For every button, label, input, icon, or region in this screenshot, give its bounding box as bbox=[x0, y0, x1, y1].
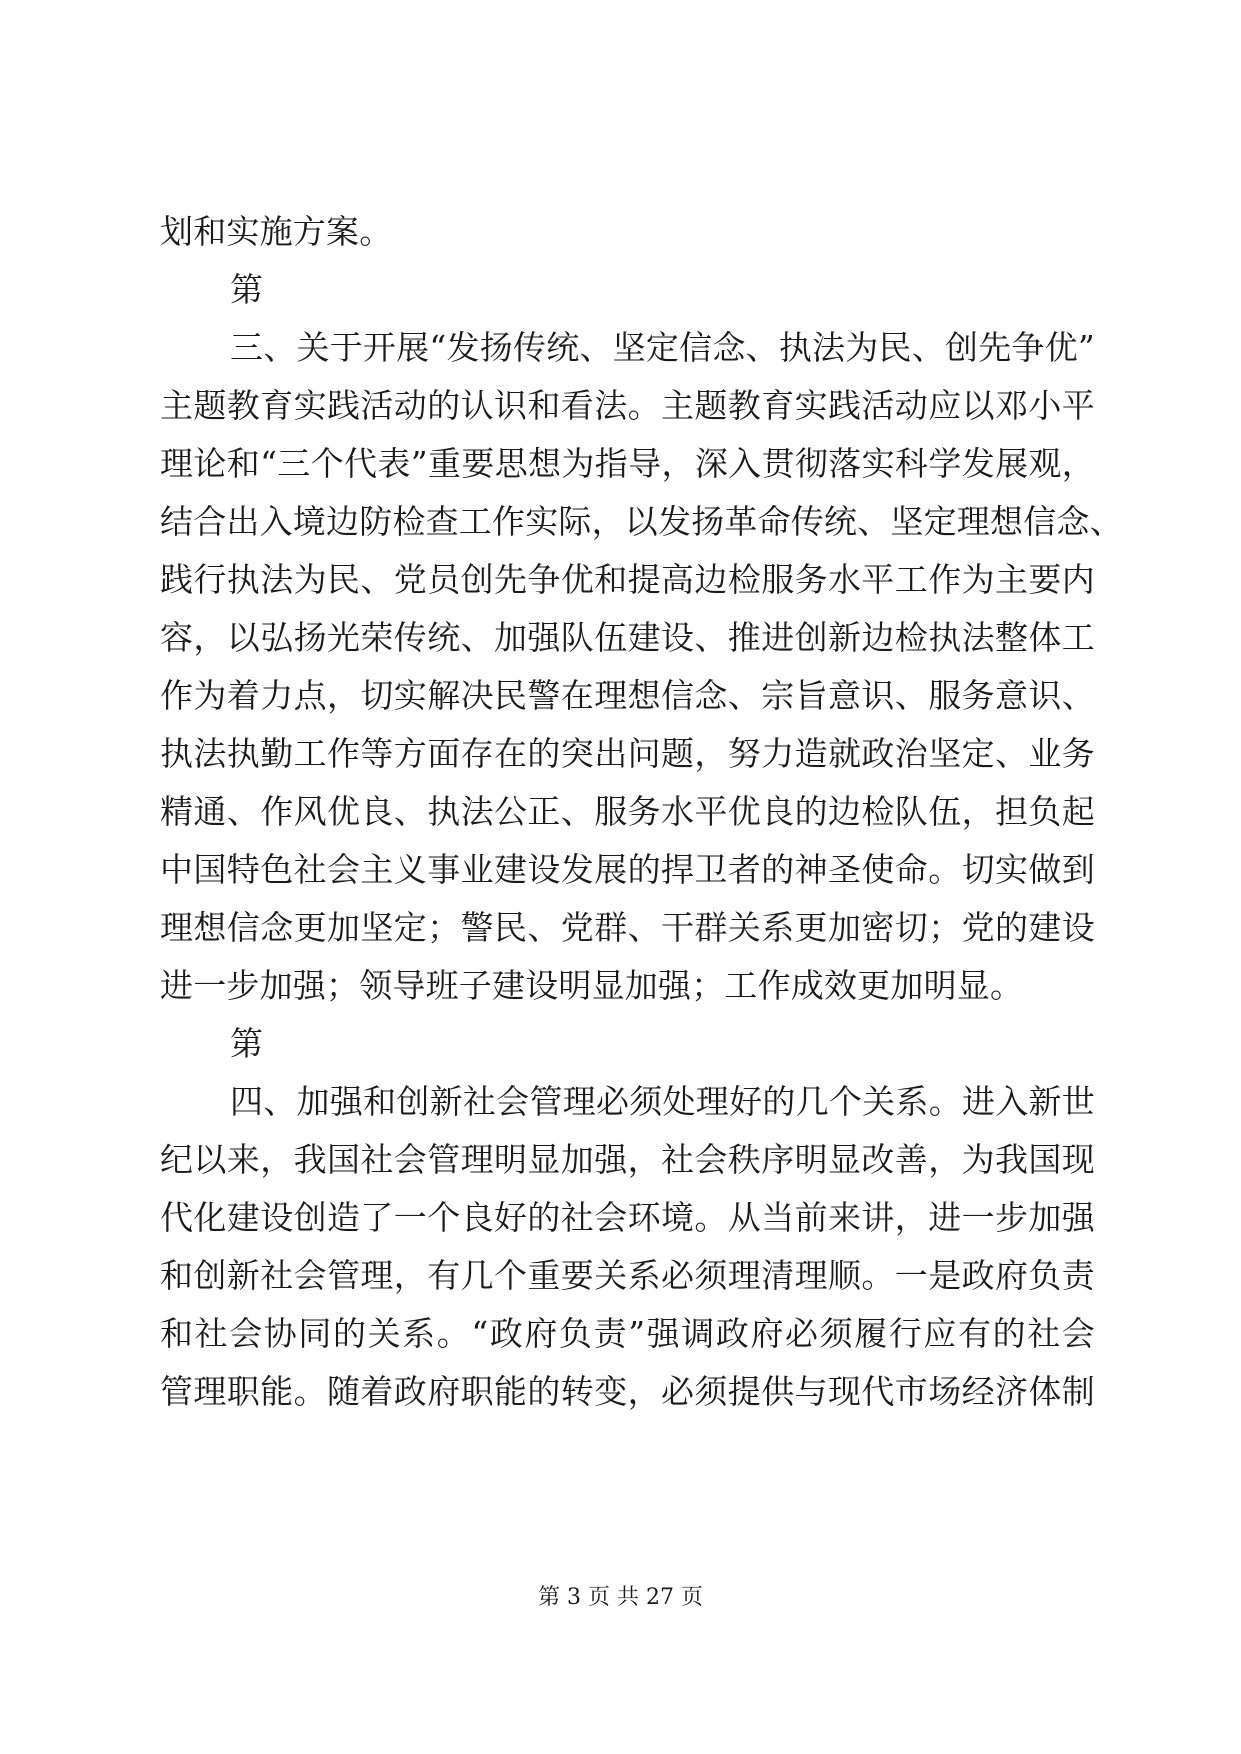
text-line: 三、关于开展“发扬传统、坚定信念、执法为民、创先争优” bbox=[230, 328, 1095, 367]
text-line: 纪以来，我国社会管理明显加强，社会秩序明显改善，为我国现 bbox=[160, 1140, 1095, 1179]
text-line: 结合出入境边防检查工作实际，以发扬革命传统、坚定理想信念、 bbox=[160, 502, 1123, 541]
text-line: 理论和“三个代表”重要思想为指导，深入贯彻落实科学发展观， bbox=[160, 444, 1095, 483]
page-footer: 第 3 页 共 27 页 bbox=[538, 1585, 703, 1610]
text-line: 第 bbox=[230, 1024, 264, 1063]
text-line: 执法执勤工作等方面存在的突出问题，努力造就政治坚定、业务 bbox=[160, 734, 1095, 773]
text-line: 进一步加强；领导班子建设明显加强；工作成效更加明显。 bbox=[160, 966, 1024, 1005]
text-line: 中国特色社会主义事业建设发展的捍卫者的神圣使命。切实做到 bbox=[160, 850, 1095, 889]
text-line: 管理职能。随着政府职能的转变，必须提供与现代市场经济体制 bbox=[160, 1372, 1095, 1411]
text-line: 践行执法为民、党员创先争优和提高边检服务水平工作为主要内 bbox=[160, 560, 1095, 599]
text-line: 代化建设创造了一个良好的社会环境。从当前来讲，进一步加强 bbox=[160, 1198, 1095, 1237]
text-line: 四、加强和创新社会管理必须处理好的几个关系。进入新世 bbox=[230, 1082, 1095, 1121]
text-line: 容，以弘扬光荣传统、加强队伍建设、推进创新边检执法整体工 bbox=[160, 618, 1095, 657]
text-line: 主题教育实践活动的认识和看法。主题教育实践活动应以邓小平 bbox=[160, 386, 1095, 425]
text-line: 第 bbox=[230, 270, 264, 309]
text-line: 作为着力点，切实解决民警在理想信念、宗旨意识、服务意识、 bbox=[160, 676, 1095, 715]
text-line: 精通、作风优良、执法公正、服务水平优良的边检队伍，担负起 bbox=[160, 792, 1095, 831]
text-line: 和社会协同的关系。“政府负责”强调政府必须履行应有的社会 bbox=[160, 1314, 1095, 1353]
text-line: 划和实施方案。 bbox=[160, 212, 393, 251]
text-line: 和创新社会管理，有几个重要关系必须理清理顺。一是政府负责 bbox=[160, 1256, 1095, 1295]
text-line: 理想信念更加坚定；警民、党群、干群关系更加密切；党的建设 bbox=[160, 908, 1095, 947]
